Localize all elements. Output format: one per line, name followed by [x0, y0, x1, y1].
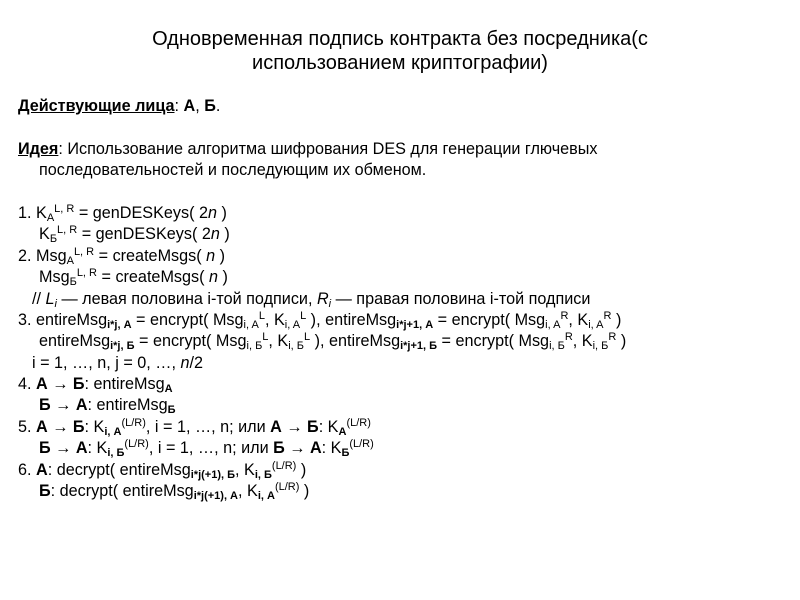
step-4-line-a: 4. А → Б: entireMsg$_А$ [18, 375, 173, 396]
step-3-line-a: 3. entireMsg$_{i*j, А}$ = encrypt( Msg$_{i, A}^L$, $K_{i, A}^L$ ), entireMsg$_{i*j+1, А}$ = encrypt( Msg$_{i, A}^R$, $K_{i, A}^R$ ) [18, 309, 622, 331]
step-5-line-a: 5. А → Б: $K_{i, А}^{(L/R)}$, i = 1, …, n; или А → Б: $K_А^{(L/R)}$ [18, 416, 371, 438]
step-2-line-a: 2. Msg$_A^{L, R}$ = createMsgs( n ) [18, 245, 226, 267]
step-6-line-a: 6. А: decrypt( entireMsg$_{i*j(+1), Б}$, $K_{i, Б}^{(L/R)}$ ) [18, 459, 307, 481]
step-1-line-a: 1. $K_A^{L, R}$ = genDESKeys( 2n ) [18, 202, 227, 224]
title-line-2: использованием криптографии) [252, 52, 548, 74]
idea-line-1 [18, 139, 793, 160]
actor-a: А [183, 97, 196, 115]
step-2-line-b: Msg$_Б^{L, R}$ = createMsgs( n ) [39, 267, 228, 289]
idea-text-1: : Использование алгоритма шифрования DES для генерации глючевых [58, 139, 598, 158]
step-5-line-b: Б → А: $K_{i, Б}^{(L/R)}$, i = 1, …, n; или Б → А: $K_Б^{(L/R)}$ [39, 438, 374, 460]
actors-line: Действующие лица: А, Б. [18, 97, 221, 115]
idea-line-2: последовательностей и последующим их обменом. [39, 161, 427, 180]
actor-b: Б [204, 97, 216, 115]
actors-label: Действующие лица [18, 97, 175, 115]
step-3-range: i = 1, …, n, j = 0, …, n/2 [32, 353, 203, 372]
step-3-line-b: entireMsg$_{i*j, Б}$ = encrypt( Msg$_{i, Б}^L$, $K_{i, Б}^L$ ), entireMsg$_{i*j+1, Б}$ = encrypt( Msg$_{i, Б}^R$, $K_{i, Б}^R$ ) [39, 331, 627, 353]
idea-label: Идея [18, 139, 59, 158]
step-1-line-b: $K_Б^{L, R}$ = genDESKeys( 2n ) [39, 224, 230, 246]
step-4-line-b: Б → А: entireMsg$_Б$ [39, 396, 176, 417]
slide-title [0, 27, 800, 75]
step-6-line-b: Б: decrypt( entireMsg$_{i*j(+1), А}$, $K_{i, А}^{(L/R)}$ ) [39, 481, 310, 503]
title-line-1: Одновременная подпись контракта без посредника(с [152, 28, 648, 50]
comment-line: // $L_i$ — левая половина i-той подписи, $R_i$ — правая половина i-той подписи [32, 289, 591, 310]
slide-body [18, 96, 793, 502]
